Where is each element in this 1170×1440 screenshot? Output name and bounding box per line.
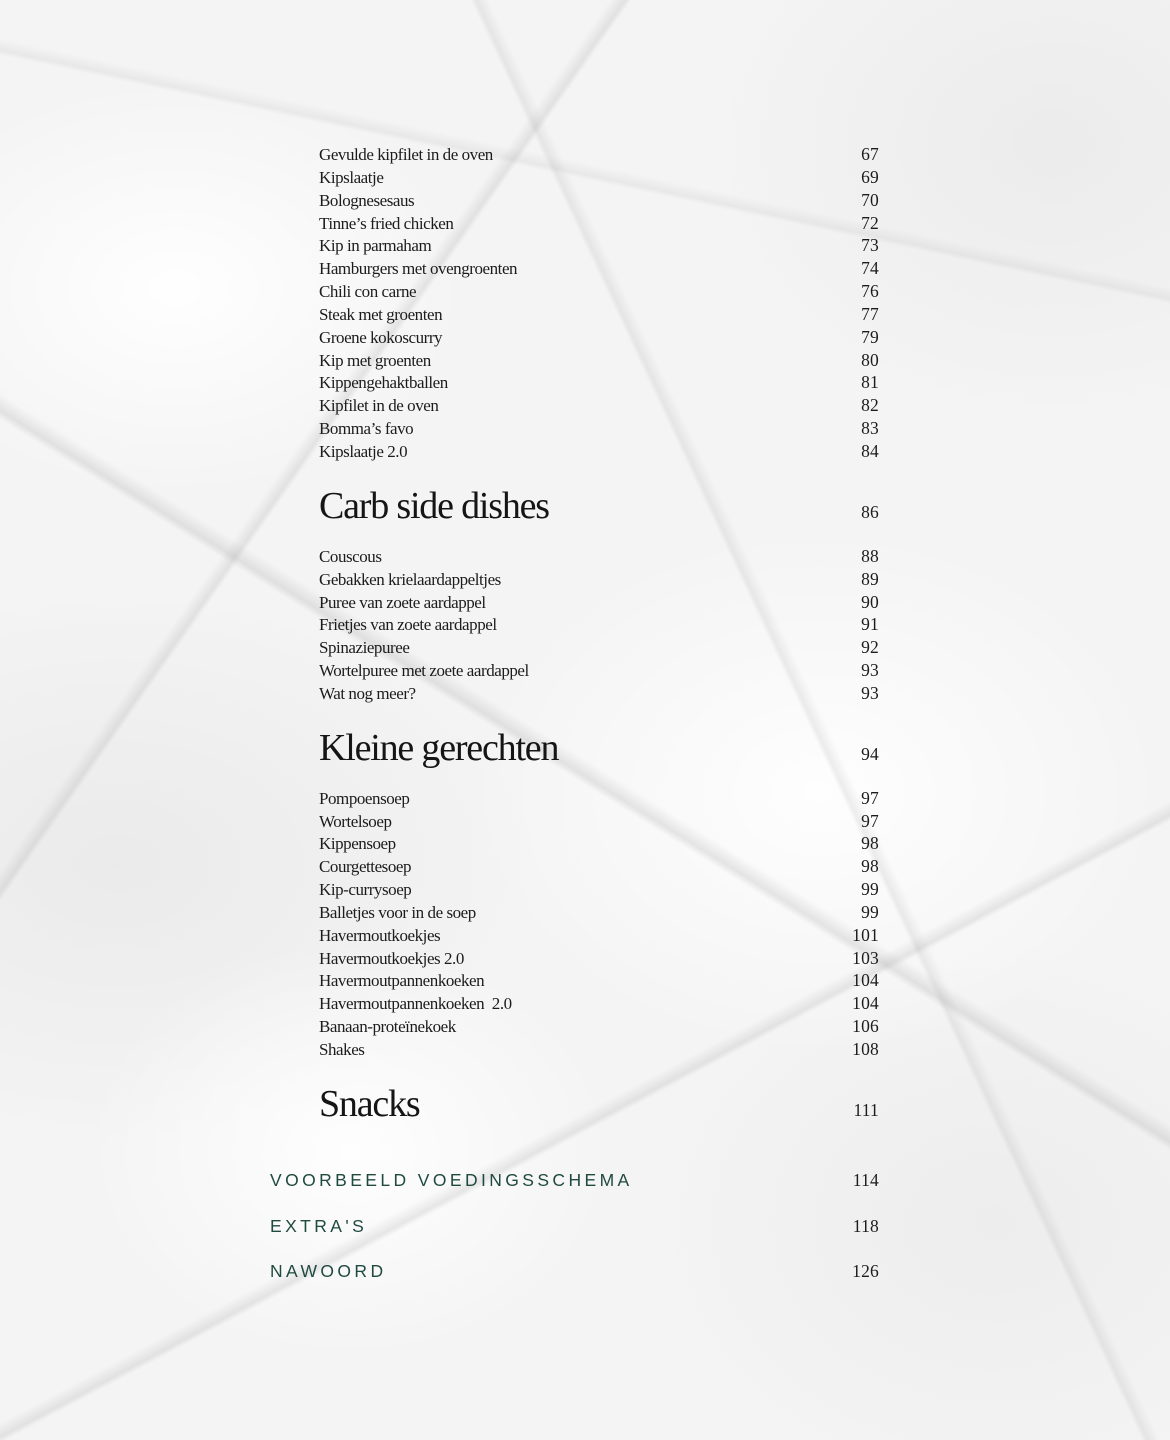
toc-entry-label: Kip met groenten [319, 350, 431, 370]
toc-entry[interactable] [319, 280, 879, 303]
toc-entry-page: 73 [861, 235, 879, 256]
toc-entry-label: Hamburgers met ovengroenten [319, 259, 518, 279]
toc-entry-page: 104 [852, 970, 879, 991]
toc-entry-page: 98 [861, 833, 879, 854]
toc-entry-label: Steak met groenten [319, 304, 443, 324]
toc-entry-page: 108 [852, 1039, 879, 1059]
toc-entry-label: Groene kokoscurry [319, 327, 443, 347]
toc-entry[interactable] [319, 371, 879, 394]
toc-entry[interactable] [319, 189, 879, 212]
toc-entry-label: Havermoutpannenkoeken 2.0 [319, 994, 512, 1014]
chapter-label: VOORBEELD VOEDINGSSCHEMA [270, 1170, 633, 1190]
toc-entry-label: Kipslaatje 2.0 [319, 441, 408, 461]
toc-entry[interactable] [319, 591, 879, 614]
toc-entry-label: Balletjes voor in de soep [319, 902, 476, 922]
toc-entry[interactable] [319, 545, 879, 568]
toc-entry-page: 67 [861, 144, 879, 164]
toc-entry[interactable] [319, 349, 879, 372]
toc-entry-page: 77 [861, 303, 879, 324]
toc-entry[interactable] [319, 417, 879, 440]
toc-entry-page: 97 [861, 810, 879, 831]
toc-entry[interactable] [319, 878, 879, 901]
toc-entry-label: Chili con carne [319, 282, 417, 302]
toc-entry-page: 103 [852, 947, 879, 968]
toc-entry[interactable] [319, 787, 879, 810]
section-heading-carb-side-dishes[interactable] [319, 481, 879, 531]
section-title: Carb side dishes [319, 484, 549, 527]
toc-entry-page: 99 [861, 879, 879, 900]
toc-entry-label: Pompoensoep [319, 788, 410, 808]
toc-entry-label: Spinaziepuree [319, 638, 410, 658]
toc-entry-label: Bolognesesaus [319, 190, 415, 210]
toc-entry[interactable] [319, 257, 879, 280]
toc-entry-label: Bomma’s favo [319, 419, 414, 439]
toc-entry-page: 88 [861, 545, 879, 566]
toc-entry-label: Kippensoep [319, 834, 396, 854]
toc-entry-page: 79 [861, 326, 879, 347]
toc-entry-page: 80 [861, 349, 879, 370]
toc-entry[interactable] [319, 166, 879, 189]
toc-entry-page: 91 [861, 614, 879, 635]
section-heading-kleine-gerechten[interactable] [319, 723, 879, 773]
chapter-entry-voorbeeld-voedingsschema[interactable] [270, 1170, 879, 1191]
toc-group-main-dishes [319, 143, 879, 463]
toc-entry-label: Kipfilet in de oven [319, 396, 439, 416]
chapter-label: EXTRA'S [270, 1216, 368, 1236]
toc-entry[interactable] [319, 832, 879, 855]
toc-entry[interactable] [319, 394, 879, 417]
chapter-entry-nawoord[interactable] [270, 1261, 879, 1282]
toc-entry-page: 70 [861, 189, 879, 210]
toc-entry-page: 90 [861, 591, 879, 612]
toc-entry-label: Kip-currysoep [319, 880, 412, 900]
toc-entry-page: 82 [861, 395, 879, 416]
chapter-page: 126 [852, 1261, 879, 1281]
toc-entry-label: Gebakken krielaardappeltjes [319, 569, 501, 589]
toc-entry-label: Banaan-proteïnekoek [319, 1017, 456, 1037]
toc-entry[interactable] [319, 568, 879, 591]
toc-entry-page: 92 [861, 637, 879, 658]
toc-entry[interactable] [319, 303, 879, 326]
toc-entry-label: Wortelpuree met zoete aardappel [319, 661, 529, 681]
toc-entry[interactable] [319, 855, 879, 878]
toc-entry-page: 99 [861, 901, 879, 922]
toc-entry[interactable] [319, 947, 879, 970]
toc-entry-page: 84 [861, 440, 879, 461]
toc-entry[interactable] [319, 924, 879, 947]
toc-group-kleine-gerechten [319, 787, 879, 1061]
toc-entry[interactable] [319, 326, 879, 349]
toc-entry[interactable] [319, 659, 879, 682]
toc-entry[interactable] [319, 143, 879, 166]
toc-entry-page: 106 [852, 1016, 879, 1037]
toc-entry-label: Courgettesoep [319, 857, 412, 877]
toc-entry[interactable] [319, 1015, 879, 1038]
toc-entry-label: Kip in parmaham [319, 236, 432, 256]
toc-entry[interactable] [319, 1038, 879, 1061]
toc-entry-page: 72 [861, 212, 879, 233]
toc-group-carb-side-dishes [319, 545, 879, 705]
toc-entry-page: 104 [852, 993, 879, 1014]
toc-entry-page: 101 [852, 924, 879, 945]
toc-entry-page: 98 [861, 856, 879, 877]
toc-entry-label: Wortelsoep [319, 811, 392, 831]
toc-entry-label: Kipslaatje [319, 167, 384, 187]
toc-entry-label: Havermoutpannenkoeken [319, 971, 485, 991]
toc-entry-page: 97 [861, 787, 879, 808]
toc-entry[interactable] [319, 440, 879, 463]
toc-entry[interactable] [319, 901, 879, 924]
toc-entry-page: 93 [861, 682, 879, 703]
toc-entry-page: 81 [861, 372, 879, 393]
toc-entry[interactable] [319, 613, 879, 636]
section-title: Kleine gerechten [319, 726, 559, 769]
section-page: 111 [853, 1099, 879, 1120]
toc-entry[interactable] [319, 212, 879, 235]
toc-entry[interactable] [319, 234, 879, 257]
toc-entry-page: 83 [861, 418, 879, 439]
toc-entry[interactable] [319, 636, 879, 659]
toc-entry[interactable] [319, 969, 879, 992]
section-page: 86 [861, 501, 879, 522]
chapter-label: NAWOORD [270, 1261, 387, 1281]
toc-entry-page: 69 [861, 166, 879, 187]
section-title: Snacks [319, 1082, 420, 1125]
chapter-entry-extras[interactable] [270, 1216, 879, 1237]
toc-entry[interactable] [319, 682, 879, 705]
toc-entry-label: Wat nog meer? [319, 683, 416, 703]
table-of-contents [319, 143, 879, 1129]
section-page: 94 [861, 743, 879, 764]
chapter-page: 118 [852, 1216, 879, 1236]
toc-entry-label: Tinne’s fried chicken [319, 213, 454, 233]
toc-entry-label: Havermoutkoekjes [319, 925, 441, 945]
toc-entry-label: Couscous [319, 546, 382, 566]
toc-entry[interactable] [319, 810, 879, 833]
toc-entry-label: Frietjes van zoete aardappel [319, 615, 497, 635]
toc-entry-label: Havermoutkoekjes 2.0 [319, 948, 464, 968]
toc-entry-label: Gevulde kipfilet in de oven [319, 145, 493, 164]
section-heading-snacks[interactable] [319, 1079, 879, 1129]
toc-entry[interactable] [319, 992, 879, 1015]
toc-entry-label: Kippengehaktballen [319, 373, 448, 393]
toc-entry-page: 76 [861, 281, 879, 302]
chapter-page: 114 [852, 1170, 879, 1190]
toc-entry-page: 89 [861, 568, 879, 589]
toc-entry-page: 93 [861, 660, 879, 681]
toc-entry-label: Shakes [319, 1040, 365, 1059]
toc-entry-page: 74 [861, 258, 879, 279]
toc-entry-label: Puree van zoete aardappel [319, 592, 486, 612]
